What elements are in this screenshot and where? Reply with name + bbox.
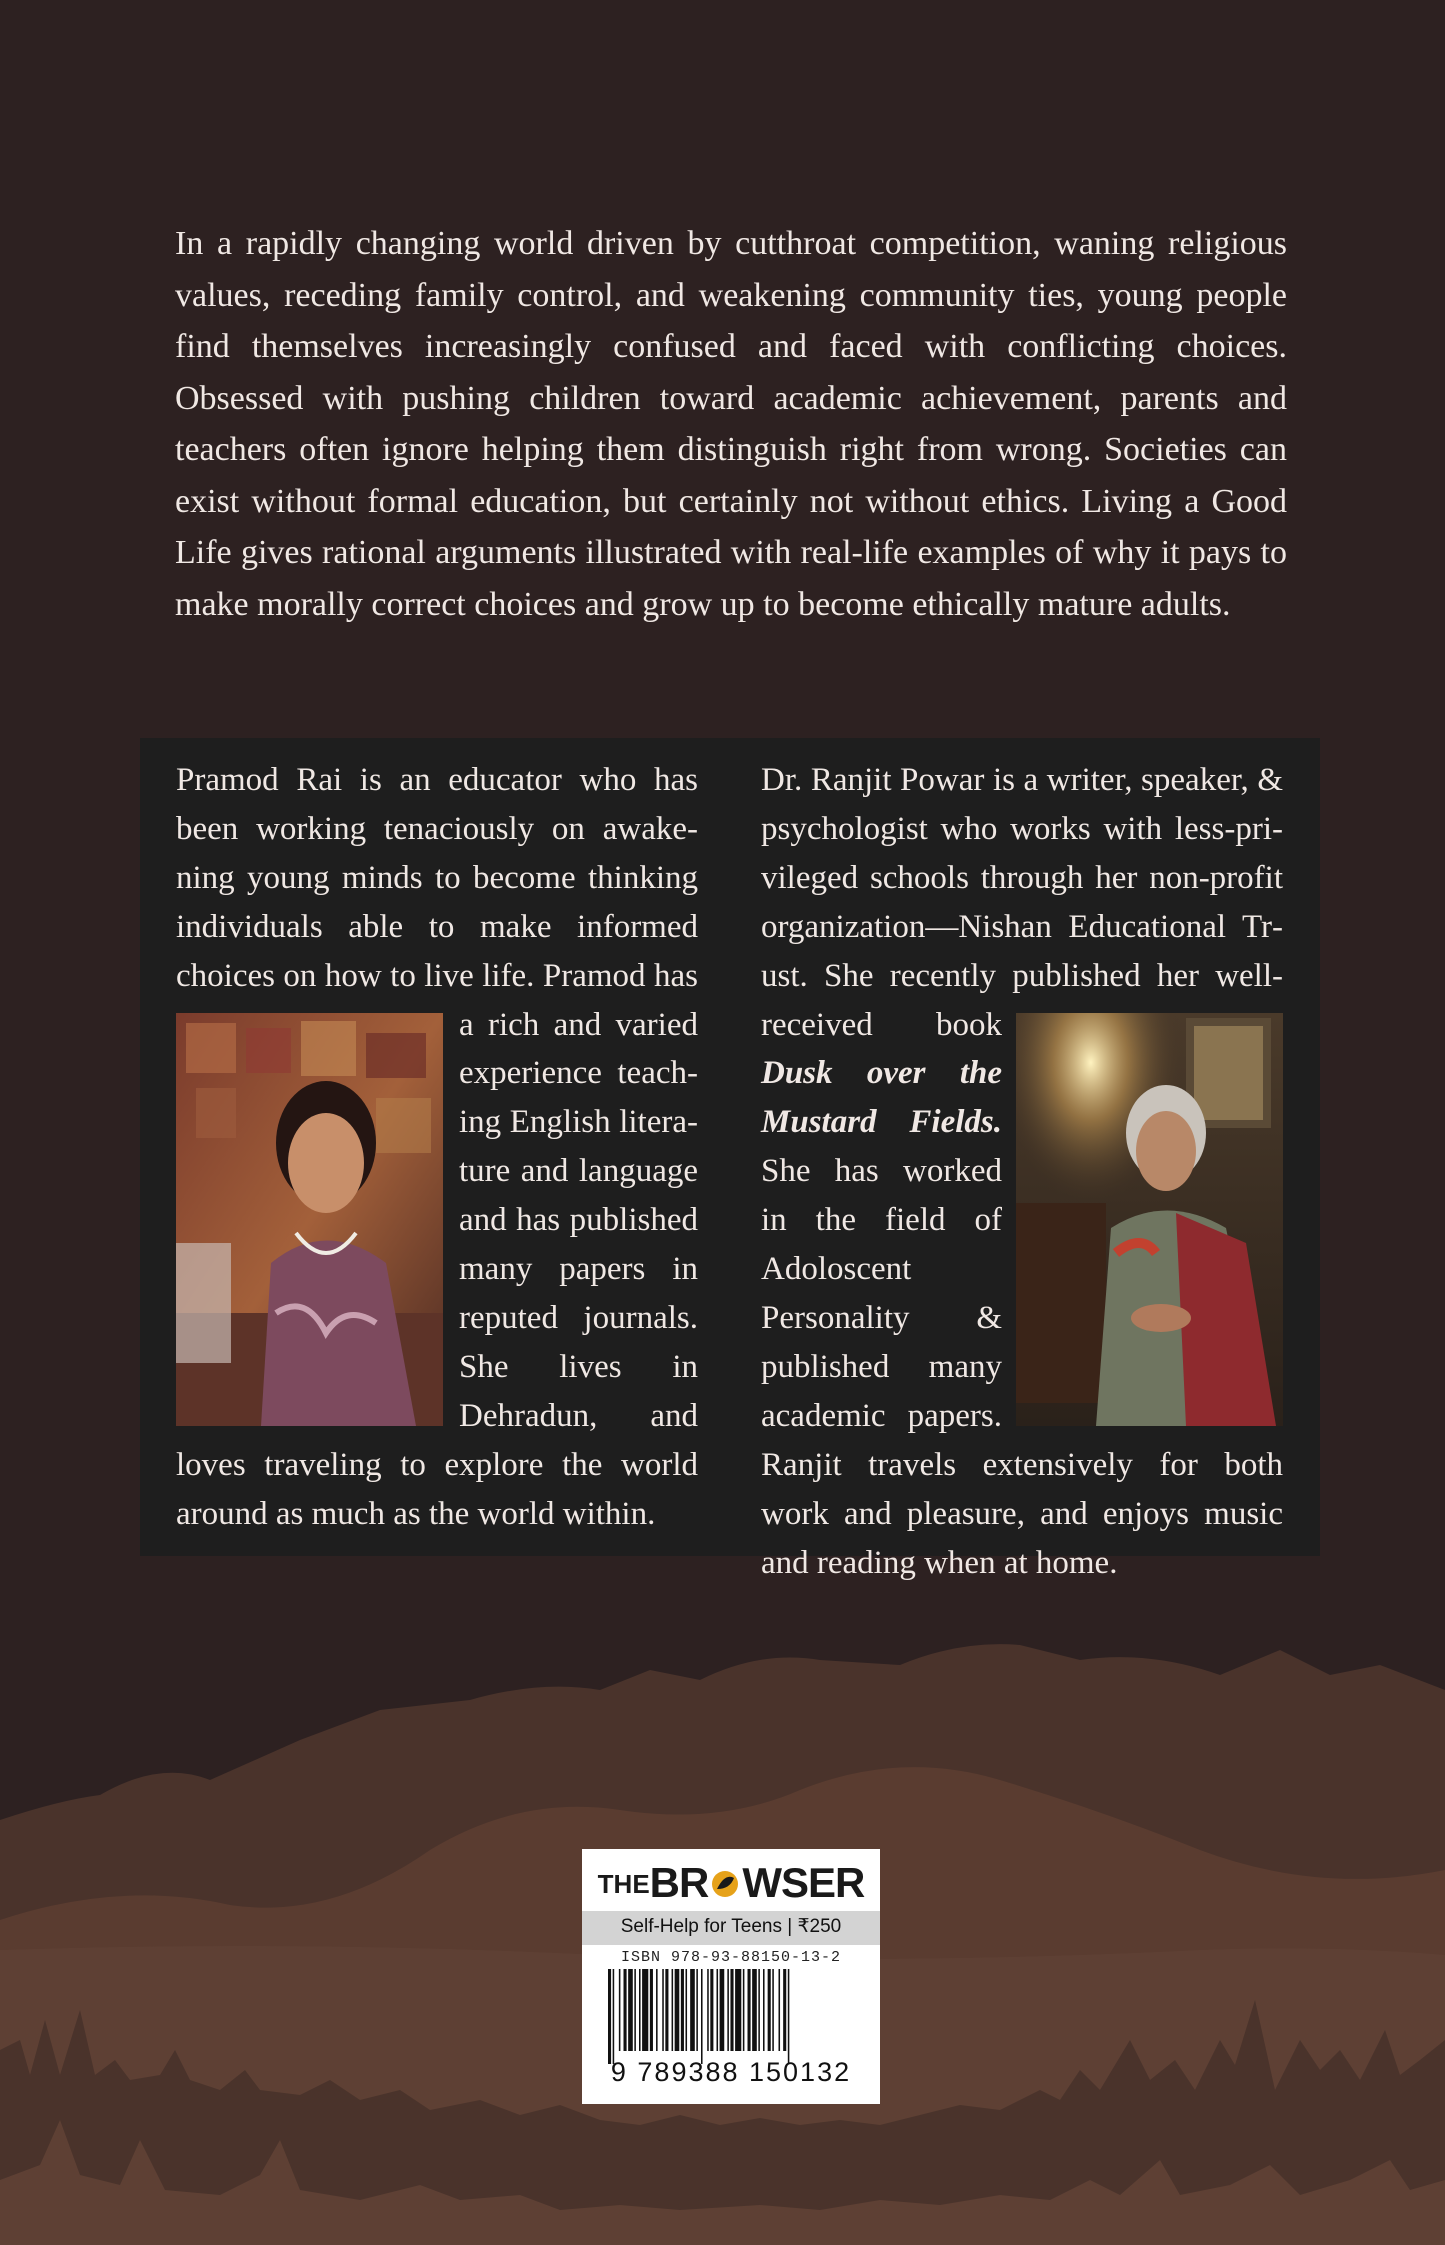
barcode-bar — [662, 1969, 664, 2051]
tagline-band — [582, 1911, 880, 1945]
barcode-bar — [656, 1969, 658, 2051]
barcode-bar — [730, 1969, 733, 2051]
bio-text-part1: Pramod Rai is an educator who has been working tenaciously on awakening young minds to become thinking individuals able to make informed choices on how to live life. Pramod has — [176, 762, 698, 994]
barcode-bar — [752, 1969, 757, 2051]
barcode-bar — [619, 1969, 621, 2051]
barcode-bar — [642, 1969, 648, 2051]
barcode-bar — [727, 1969, 729, 2051]
barcode-digits: 9 789388 150132 — [610, 2057, 852, 2087]
barcode-bar — [690, 1969, 695, 2051]
barcode-bar — [681, 1969, 684, 2051]
barcode-bar — [686, 1969, 688, 2051]
barcode-bar — [628, 1969, 633, 2051]
barcode-bar — [672, 1969, 674, 2051]
barcode-bar — [735, 1969, 741, 2051]
barcode-bar — [710, 1969, 713, 2051]
publisher-label — [582, 1849, 880, 2104]
barcode-bar — [779, 1969, 781, 2051]
barcode-bar — [634, 1969, 636, 2051]
barcode-bar — [748, 1969, 751, 2051]
barcode-bar — [650, 1969, 653, 2051]
leaf-logo-icon — [708, 1869, 742, 1899]
author-photo-ranjit-powar — [1016, 1013, 1283, 1426]
barcode-bar — [717, 1969, 719, 2051]
author-bio-pramod-rai — [176, 756, 698, 1539]
barcode-bar — [768, 1969, 771, 2051]
barcode-bar — [743, 1969, 745, 2051]
barcode-bar — [720, 1969, 725, 2051]
barcode-bar — [701, 1969, 703, 2064]
barcode-bar — [788, 1969, 790, 2064]
barcode-bar — [783, 1969, 786, 2051]
barcode-bar — [665, 1969, 668, 2051]
book-title-dusk: Dusk over the Mustard Fields. — [761, 1055, 1002, 1141]
barcode-bar — [639, 1969, 641, 2051]
barcode-bar — [772, 1969, 774, 2051]
publisher-logo: THEBR WSER — [597, 1859, 865, 1906]
author-bios-panel — [140, 738, 1320, 1581]
barcode — [608, 1969, 854, 2064]
barcode-bar — [608, 1969, 611, 2064]
author-bio-ranjit-powar — [761, 756, 1283, 1587]
bio-text-part2: a rich and varied experience teaching English literature and language and has published many papers in reputed journals. She lives in Dehradun, and loves traveling to explore the world around as much as the world within. — [176, 1006, 698, 1532]
barcode-bar — [763, 1969, 765, 2051]
barcode-bar — [696, 1969, 698, 2051]
author-photo-pramod-rai — [176, 1013, 443, 1426]
bio-text-part2: She has worked in the field of Adoloscent Personality & published many academic papers. Ranjit travels extensively for both work and pleasure, and enjoys music and reading when at home. — [761, 1153, 1283, 1581]
barcode-bar — [675, 1969, 680, 2051]
bio-text-received: received book — [761, 1006, 1002, 1043]
isbn-text: ISBN 978-93-88150-13-2 — [620, 1949, 842, 1966]
barcode-bar — [758, 1969, 760, 2051]
barcode-bar — [613, 1969, 615, 2064]
book-blurb: In a rapidly changing world driven by cutthroat competition, waning religious values, receding family control, and weakening community ties, young people find themselves increasingly confused and faced with conflicting choices. Obsessed with pushing children toward academic achievement, parents and teachers often ignore helping them distinguish right from wrong. Societies can exist without formal education, but certainly not without ethics. Living a Good Life gives rational arguments illustrated with real-life examples of why it pays to make morally correct choices and grow up to become ethically mature adults. — [175, 225, 1287, 623]
category-price: Self-Help for Teens | ₹250 — [620, 1916, 842, 1937]
bio-text-part1: Dr. Ranjit Powar is a writer, speaker, & psychologist who works with less-privileged schools through her non-profit organization—Nishan Educational Trust. She recently published her well- — [761, 762, 1283, 994]
barcode-bar — [624, 1969, 627, 2051]
barcode-bar — [707, 1969, 709, 2051]
